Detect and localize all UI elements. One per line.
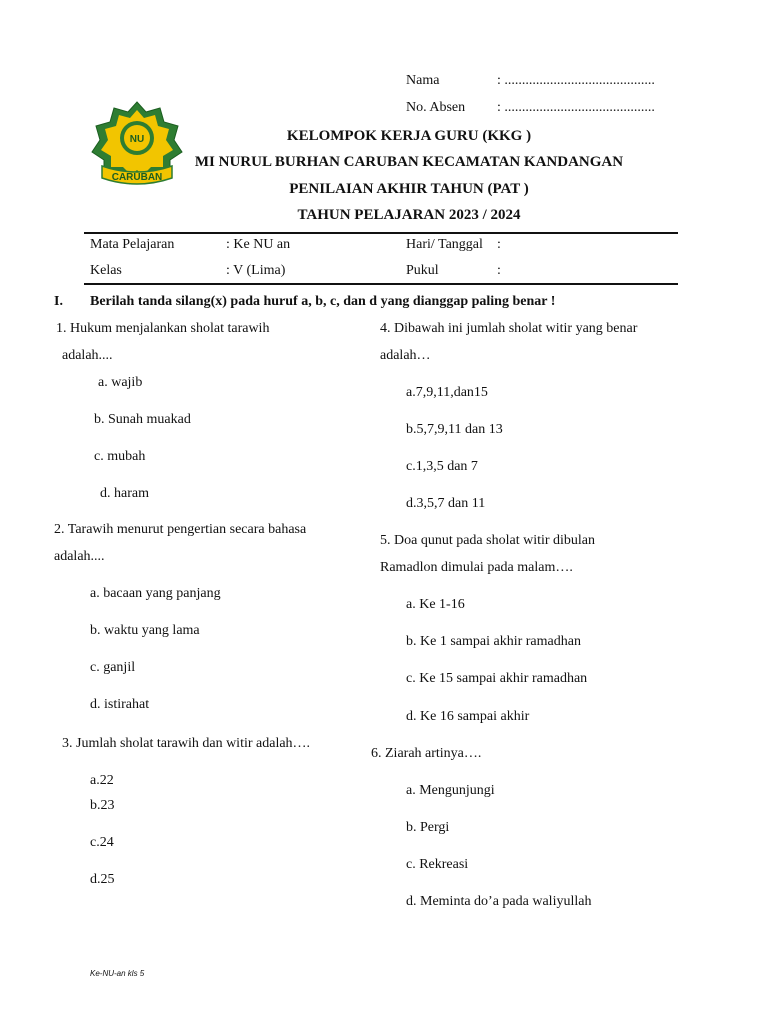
logo-ribbon-text: CARUBAN <box>111 172 163 183</box>
q1-text: 1. Hukum menjalankan sholat tarawih <box>56 321 270 336</box>
q4-text-cont: adalah… <box>380 348 431 363</box>
q4-option-a[interactable]: a.7,9,11,dan15 <box>406 385 488 400</box>
mapel-value: : Ke NU an <box>226 237 291 252</box>
q4-option-b[interactable]: b.5,7,9,11 dan 13 <box>406 422 503 437</box>
hari-label: Hari/ Tanggal <box>406 237 483 252</box>
q6-text: 6. Ziarah artinya…. <box>371 746 482 761</box>
q3-option-b[interactable]: b.23 <box>90 798 115 813</box>
q1-text-cont: adalah.... <box>62 348 113 363</box>
q2-text: 2. Tarawih menurut pengertian secara bahasa <box>54 522 307 537</box>
section-number: I. <box>54 294 63 309</box>
page-footer: Ke-NU-an kls 5 <box>90 969 145 978</box>
logo-badge-text: NU <box>129 134 145 145</box>
q5-option-d[interactable]: d. Ke 16 sampai akhir <box>406 709 530 724</box>
kelas-label: Kelas <box>90 263 122 278</box>
pukul-label: Pukul <box>406 263 439 278</box>
q1-option-d[interactable]: d. haram <box>100 486 149 501</box>
q5-text: 5. Doa qunut pada sholat witir dibulan <box>380 533 596 548</box>
q4-option-c[interactable]: c.1,3,5 dan 7 <box>406 459 478 474</box>
q1-option-a[interactable]: a. wajib <box>98 375 143 390</box>
kelas-value: : V (Lima) <box>226 263 286 278</box>
q4-option-d[interactable]: d.3,5,7 dan 11 <box>406 496 486 511</box>
nama-label: Nama <box>406 73 440 88</box>
q2-option-c[interactable]: c. ganjil <box>90 660 136 675</box>
q5-text-cont: Ramadlon dimulai pada malam…. <box>380 560 573 575</box>
q5-option-c[interactable]: c. Ke 15 sampai akhir ramadhan <box>406 671 588 686</box>
mapel-label: Mata Pelajaran <box>90 237 175 252</box>
q3-option-a[interactable]: a.22 <box>90 773 114 788</box>
header-line-3: PENILAIAN AKHIR TAHUN (PAT ) <box>289 181 529 197</box>
header-line-2: MI NURUL BURHAN CARUBAN KECAMATAN KANDANGAN <box>194 154 624 170</box>
pukul-field[interactable]: : <box>497 263 501 278</box>
header-line-1: KELOMPOK KERJA GURU (KKG ) <box>286 128 532 144</box>
q2-option-a[interactable]: a. bacaan yang panjang <box>90 586 221 601</box>
school-logo <box>88 96 186 190</box>
q5-option-b[interactable]: b. Ke 1 sampai akhir ramadhan <box>406 634 581 649</box>
divider-top <box>84 232 678 234</box>
q3-option-d[interactable]: d.25 <box>90 872 115 887</box>
absen-field[interactable]: : ........................................... <box>497 100 655 115</box>
q2-option-b[interactable]: b. waktu yang lama <box>90 623 200 638</box>
q6-option-a[interactable]: a. Mengunjungi <box>406 783 495 798</box>
absen-label: No. Absen <box>406 100 466 115</box>
q6-option-c[interactable]: c. Rekreasi <box>406 857 469 872</box>
nama-field[interactable]: : ........................................... <box>497 73 655 88</box>
divider-bottom <box>84 283 678 285</box>
hari-field[interactable]: : <box>497 237 501 252</box>
section-instruction: Berilah tanda silang(x) pada huruf a, b, c, dan d yang dianggap paling benar ! <box>90 294 556 309</box>
q4-text: 4. Dibawah ini jumlah sholat witir yang benar <box>380 321 638 336</box>
q1-option-b[interactable]: b. Sunah muakad <box>94 412 191 427</box>
q3-option-c[interactable]: c.24 <box>90 835 114 850</box>
q6-option-d[interactable]: d. Meminta do’a pada waliyullah <box>406 894 592 909</box>
header-line-4: TAHUN PELAJARAN 2023 / 2024 <box>297 207 521 223</box>
q3-text: 3. Jumlah sholat tarawih dan witir adalah…. <box>62 736 311 751</box>
q6-option-b[interactable]: b. Pergi <box>406 820 450 835</box>
q5-option-a[interactable]: a. Ke 1-16 <box>406 597 465 612</box>
q2-option-d[interactable]: d. istirahat <box>90 697 150 712</box>
q1-option-c[interactable]: c. mubah <box>94 449 146 464</box>
q2-text-cont: adalah.... <box>54 549 105 564</box>
